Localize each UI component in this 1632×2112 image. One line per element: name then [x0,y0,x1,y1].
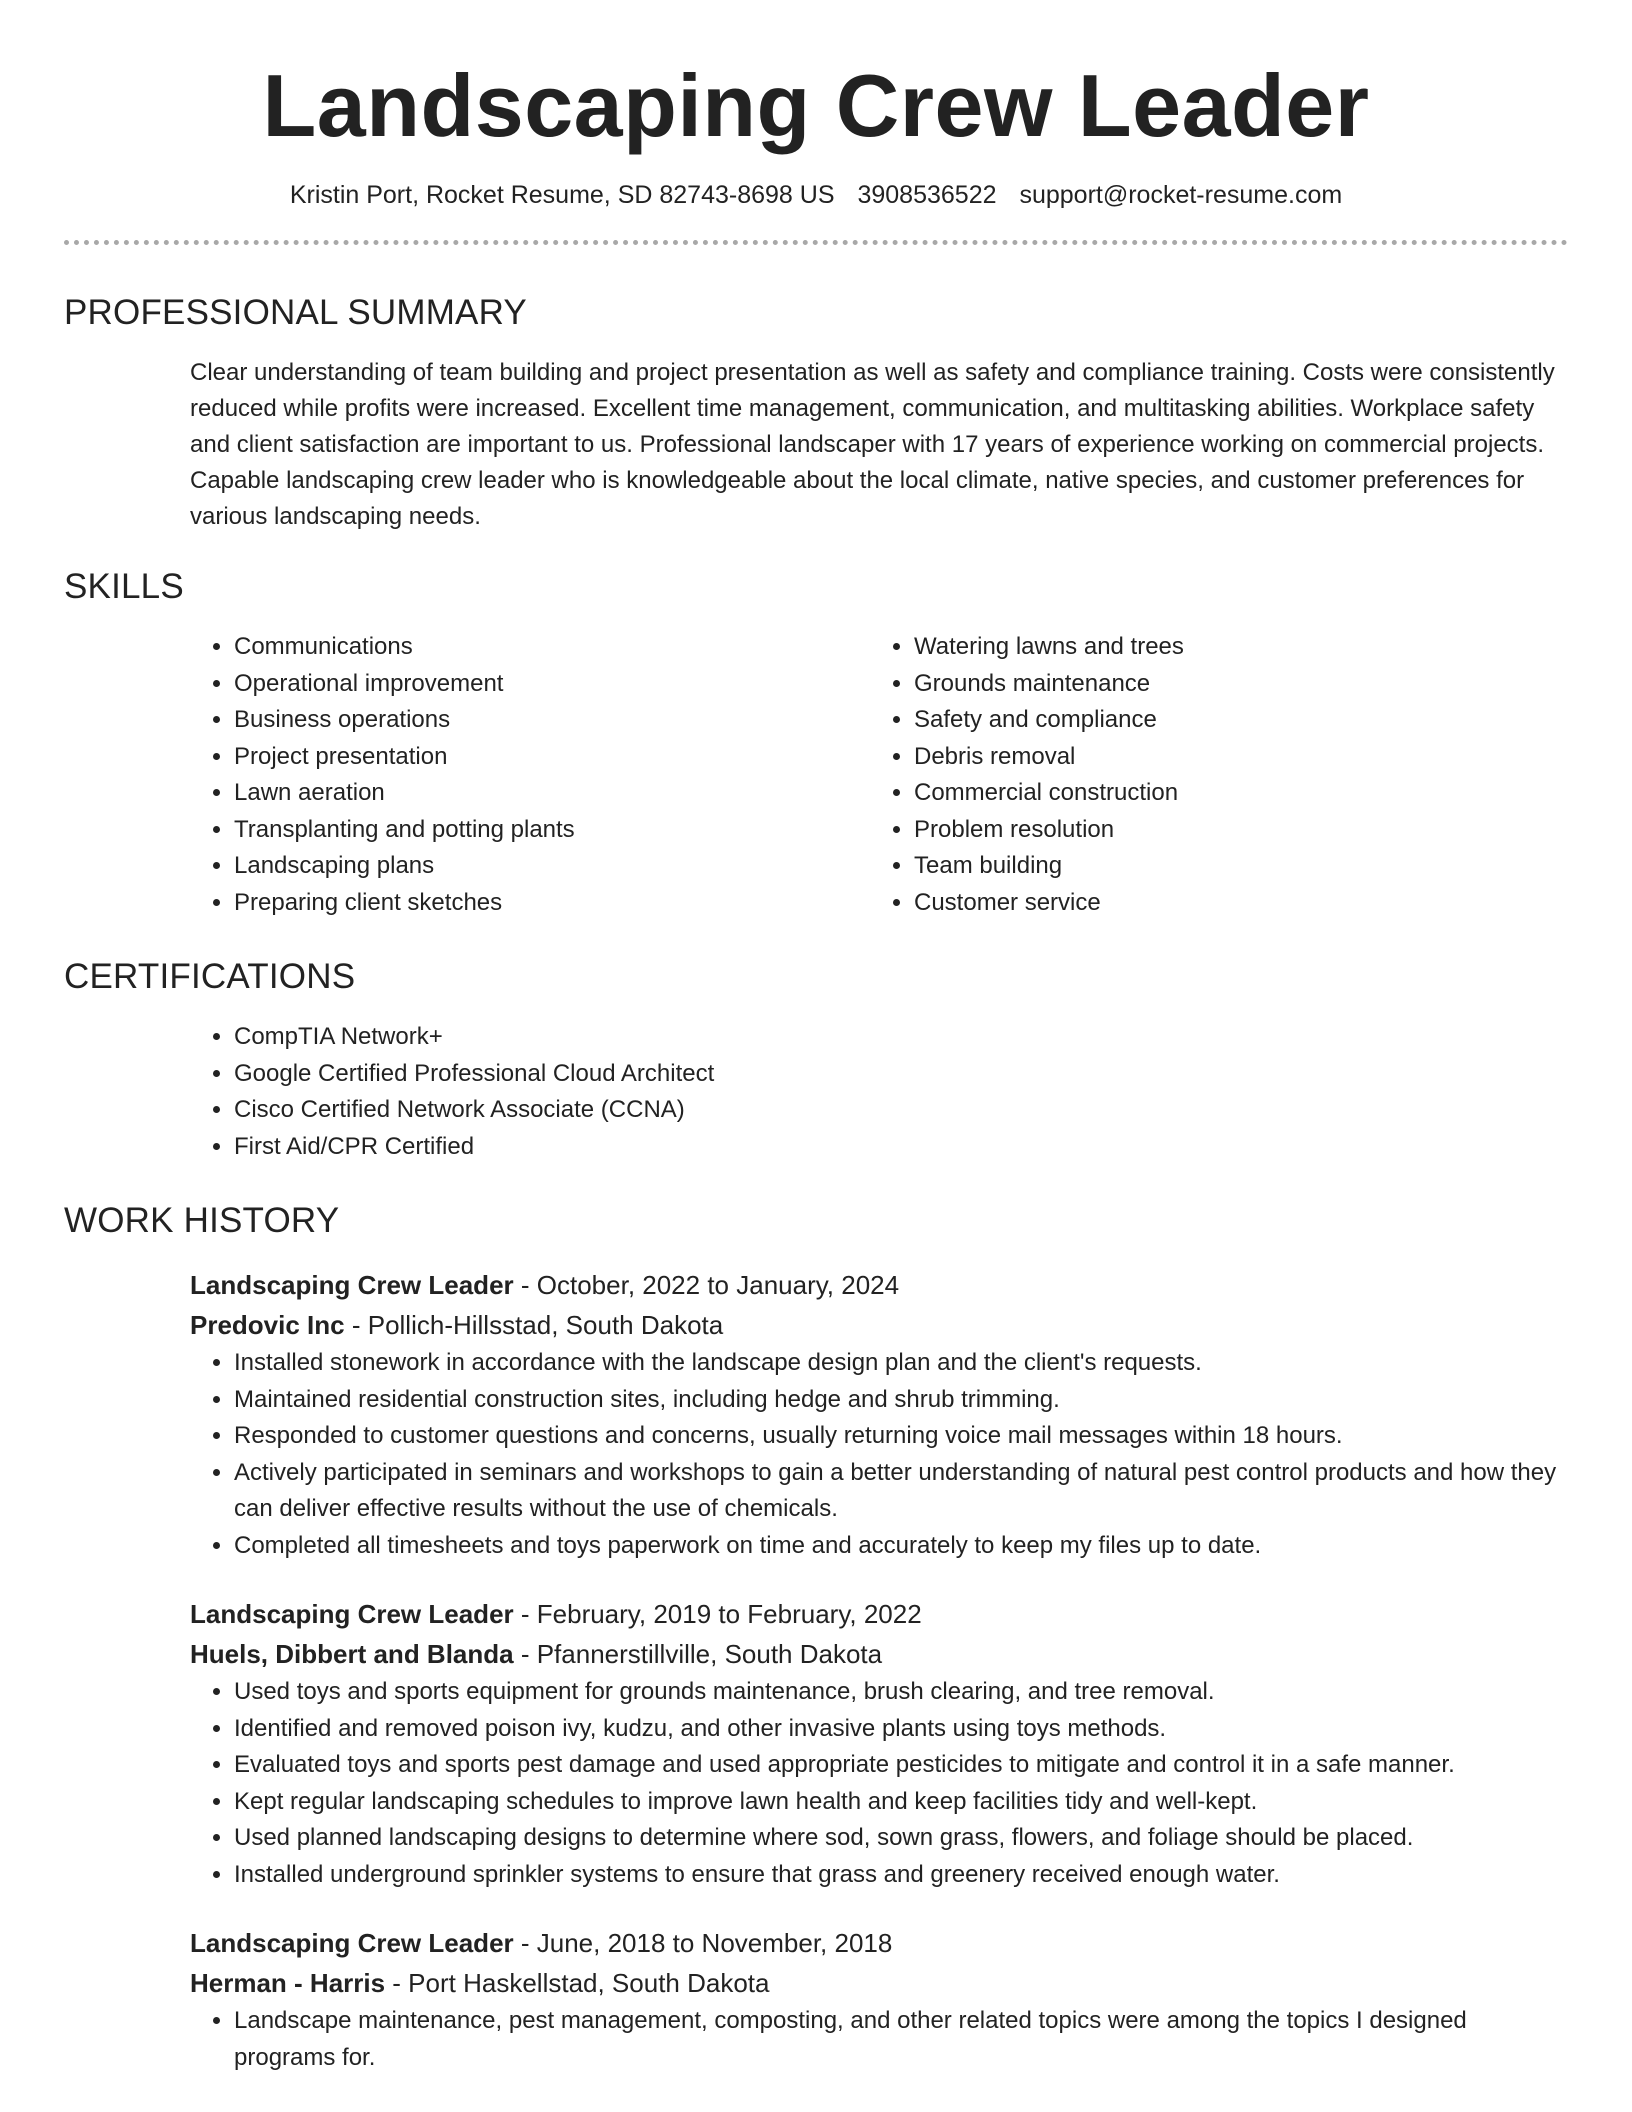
contact-line [64,178,1568,212]
job-entry [190,1594,1568,1893]
skill-item: • Business operations [234,702,870,739]
job-dates: - February, 2019 to February, 2022 [513,1599,922,1629]
job-company-line [190,1963,1568,2003]
skills-column-left [190,629,870,921]
skill-item: • Safety and compliance [914,702,1550,739]
job-bullet: • Actively participated in seminars and workshops to gain a better understanding of natural pest control products and how they can deliver effective results without the use of chemicals. [234,1455,1568,1528]
job-title: Landscaping Crew Leader [190,1270,514,1300]
job-location: - Port Haskellstad, South Dakota [385,1968,770,1998]
job-bullet: • Used planned landscaping designs to determine where sod, sown grass, flowers, and foliage should be placed. [234,1820,1568,1857]
skill-item: • Watering lawns and trees [914,629,1550,666]
certification-item: • CompTIA Network+ [234,1019,1568,1056]
contact-address: Kristin Port, Rocket Resume, SD 82743-8698 US [289,181,835,209]
job-title-line [190,1923,1568,1963]
skill-item: • Debris removal [914,739,1550,776]
skills-list-left [190,629,870,921]
skill-item: • Commercial construction [914,775,1550,812]
skill-item: • Team building [914,848,1550,885]
skills-grid [190,629,1568,921]
job-company-line [190,1305,1568,1345]
contact-email: support@rocket-resume.com [1019,181,1343,209]
job-bullet: • Installed stonework in accordance with the landscape design plan and the client's requests. [234,1345,1568,1382]
job-bullet: • Maintained residential construction sites, including hedge and shrub trimming. [234,1382,1568,1419]
resume-title: Landscaping Crew Leader [262,56,1370,155]
job-bullet: • Installed underground sprinkler systems to ensure that grass and greenery received enough water. [234,1857,1568,1894]
summary-heading: PROFESSIONAL SUMMARY [64,293,527,332]
job-entry [190,1265,1568,1564]
job-bullets [190,2003,1568,2076]
job-bullet: • Identified and removed poison ivy, kudzu, and other invasive plants using toys methods. [234,1711,1568,1748]
job-title: Landscaping Crew Leader [190,1599,514,1629]
certification-item: • Google Certified Professional Cloud Architect [234,1056,1568,1093]
job-bullets [190,1345,1568,1564]
skill-item: • Preparing client sketches [234,885,870,922]
job-bullet: • Completed all timesheets and toys paperwork on time and accurately to keep my files up to date. [234,1528,1568,1565]
certification-item: • Cisco Certified Network Associate (CCNA) [234,1092,1568,1129]
certifications-list [190,1019,1568,1165]
summary-text: Clear understanding of team building and project presentation as well as safety and compliance training. Costs were consistently reduced while profits were increased. Excellent time management, communication, and multitasking abilities. Workplace safety and client satisfaction are important to us. Professional landscaper with 17 years of experience working on commercial projects. Capable landscaping crew leader who is knowledgeable about the local climate, native species, and customer preferences for various landscaping needs. [190,359,1555,530]
skill-item: • Operational improvement [234,666,870,703]
certifications-block [190,1019,1568,1165]
header-divider [64,240,1568,245]
certifications-heading: CERTIFICATIONS [64,957,356,996]
job-company: Herman - Harris [190,1968,386,1998]
skills-column-right [870,629,1550,921]
job-dates: - October, 2022 to January, 2024 [513,1270,900,1300]
contact-phone: 3908536522 [857,181,997,209]
job-bullet: • Responded to customer questions and concerns, usually returning voice mail messages within 18 hours. [234,1418,1568,1455]
skill-item: • Project presentation [234,739,870,776]
skill-item: • Problem resolution [914,812,1550,849]
skills-list-right [870,629,1550,921]
job-entry [190,1923,1568,2076]
job-title-line [190,1265,1568,1305]
job-bullet: • Landscape maintenance, pest management, composting, and other related topics were among the topics I designed programs for. [234,2003,1568,2076]
job-bullets [190,1674,1568,1893]
skill-item: • Landscaping plans [234,848,870,885]
job-company: Predovic Inc [190,1310,345,1340]
job-title: Landscaping Crew Leader [190,1928,514,1958]
skill-item: • Transplanting and potting plants [234,812,870,849]
job-bullet: • Kept regular landscaping schedules to improve lawn health and keep facilities tidy and well-kept. [234,1784,1568,1821]
job-company-line [190,1634,1568,1674]
skills-heading: SKILLS [64,567,184,606]
job-company: Huels, Dibbert and Blanda [190,1639,514,1669]
job-location: - Pollich-Hillsstad, South Dakota [344,1310,724,1340]
work-history-heading: WORK HISTORY [64,1201,340,1240]
skill-item: • Communications [234,629,870,666]
job-dates: - June, 2018 to November, 2018 [513,1928,893,1958]
job-bullet: • Evaluated toys and sports pest damage and used appropriate pesticides to mitigate and control it in a safe manner. [234,1747,1568,1784]
job-bullet: • Used toys and sports equipment for grounds maintenance, brush clearing, and tree removal. [234,1674,1568,1711]
skill-item: • Lawn aeration [234,775,870,812]
certification-item: • First Aid/CPR Certified [234,1129,1568,1166]
skill-item: • Customer service [914,885,1550,922]
job-location: - Pfannerstillville, South Dakota [513,1639,883,1669]
job-title-line [190,1594,1568,1634]
skill-item: • Grounds maintenance [914,666,1550,703]
